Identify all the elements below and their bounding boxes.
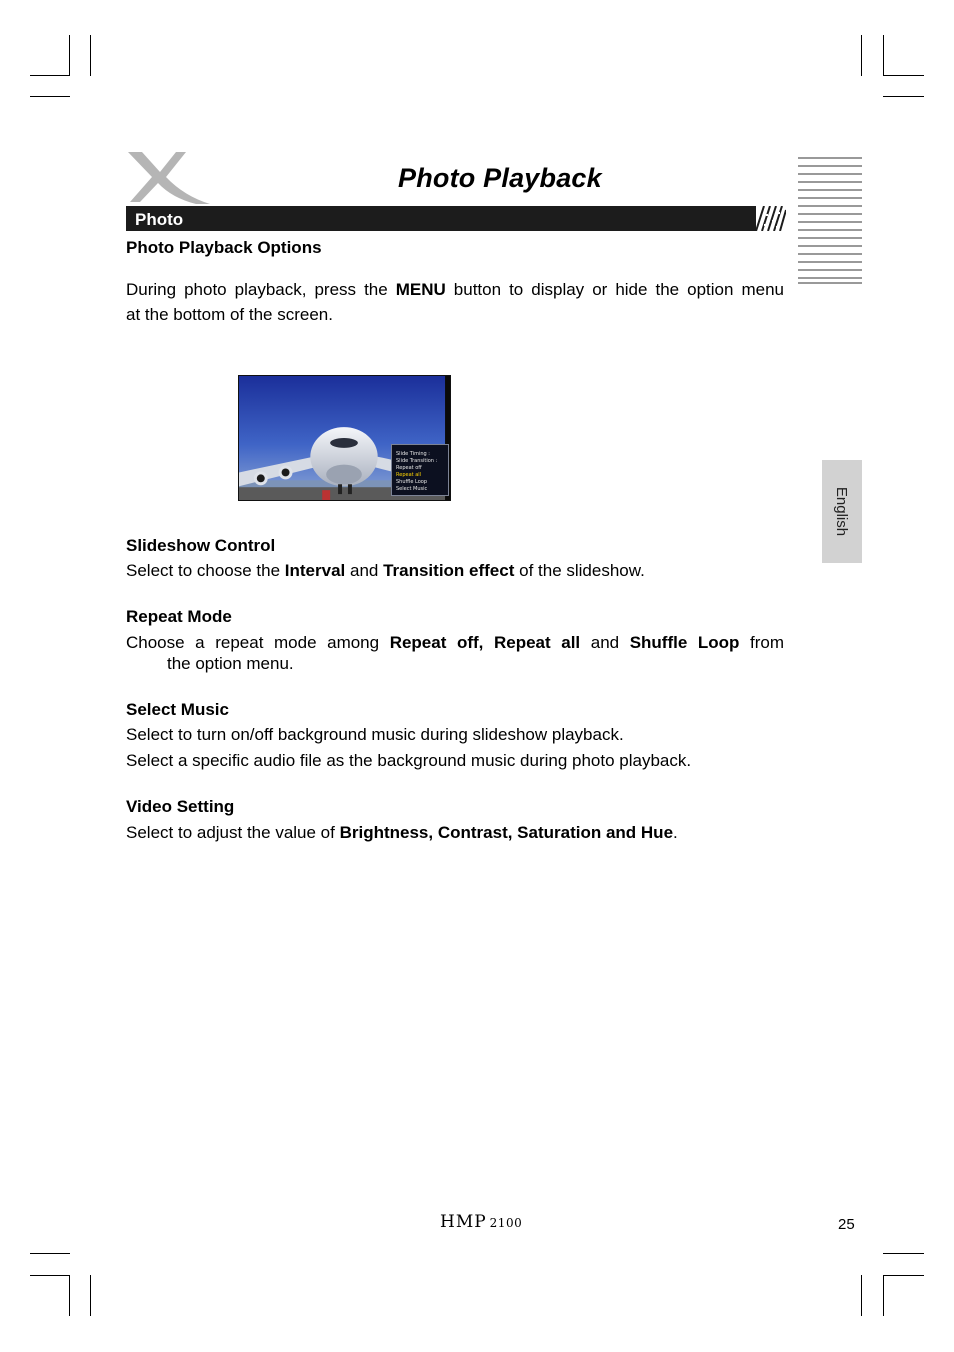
- page-number: 25: [838, 1216, 855, 1233]
- music-text-line-2: Select a specific audio file as the background music during photo playback.: [126, 751, 692, 770]
- video-text: Select to adjust the value of Brightness, Contrast, Saturation and Hue.: [126, 823, 678, 842]
- crop-mark: [883, 1253, 924, 1254]
- page-title: Photo Playback: [398, 163, 602, 193]
- repeat-heading: Repeat Mode: [126, 607, 232, 626]
- section-bar: [126, 206, 756, 231]
- footer-model: [440, 1212, 522, 1232]
- video-heading: Video Setting: [126, 797, 235, 816]
- intro-heading: Photo Playback Options: [126, 238, 322, 257]
- crop-mark: [69, 35, 70, 76]
- crop-mark: [30, 1253, 70, 1254]
- crop-mark: [861, 35, 862, 76]
- intro-line-2: at the bottom of the screen.: [126, 305, 333, 324]
- crop-mark: [861, 1275, 862, 1316]
- crop-mark: [30, 75, 70, 76]
- crop-mark: [30, 1275, 70, 1276]
- crop-mark: [883, 35, 884, 76]
- language-tab-label: English: [833, 486, 851, 537]
- osd-item-repeat-all: Repeat all: [396, 472, 422, 478]
- osd-item-repeat-off: Repeat off: [396, 465, 422, 471]
- section-label: Photo: [135, 210, 184, 229]
- osd-item-shuffle-loop: Shuffle Loop: [396, 479, 428, 485]
- footer-model-name: HMP: [440, 1212, 487, 1232]
- repeat-text-line-2: the option menu.: [167, 654, 294, 673]
- brand-logo-icon: [126, 150, 210, 206]
- osd-item-slide-transition: Slide Transition :: [396, 458, 438, 464]
- footer-model-number: 2100: [489, 1216, 523, 1230]
- intro-line-1: During photo playback, press the MENU button to display or hide the option menu: [126, 280, 784, 299]
- side-decoration-lines: [798, 157, 862, 284]
- music-text-line-1: Select to turn on/off background music during slideshow playback.: [126, 725, 624, 744]
- crop-mark: [90, 1275, 91, 1316]
- language-tab: [822, 460, 862, 563]
- slideshow-text: Select to choose the Interval and Transition effect of the slideshow.: [126, 561, 645, 580]
- crop-mark: [69, 1275, 70, 1316]
- slideshow-heading: Slideshow Control: [126, 536, 276, 555]
- option-menu-overlay: [391, 444, 449, 496]
- crop-mark: [883, 96, 924, 97]
- crop-mark: [883, 1275, 924, 1276]
- osd-item-select-music: Select Music: [396, 486, 428, 492]
- crop-mark: [883, 75, 924, 76]
- osd-item-slide-timing: Slide Timing :: [396, 451, 430, 457]
- crop-mark: [883, 1275, 884, 1316]
- crop-mark: [90, 35, 91, 76]
- music-heading: Select Music: [126, 700, 229, 719]
- section-bar-stripes: [752, 206, 786, 231]
- crop-mark: [30, 96, 70, 97]
- repeat-text: Choose a repeat mode among Repeat off, Repeat all and Shuffle Loop from: [126, 633, 785, 652]
